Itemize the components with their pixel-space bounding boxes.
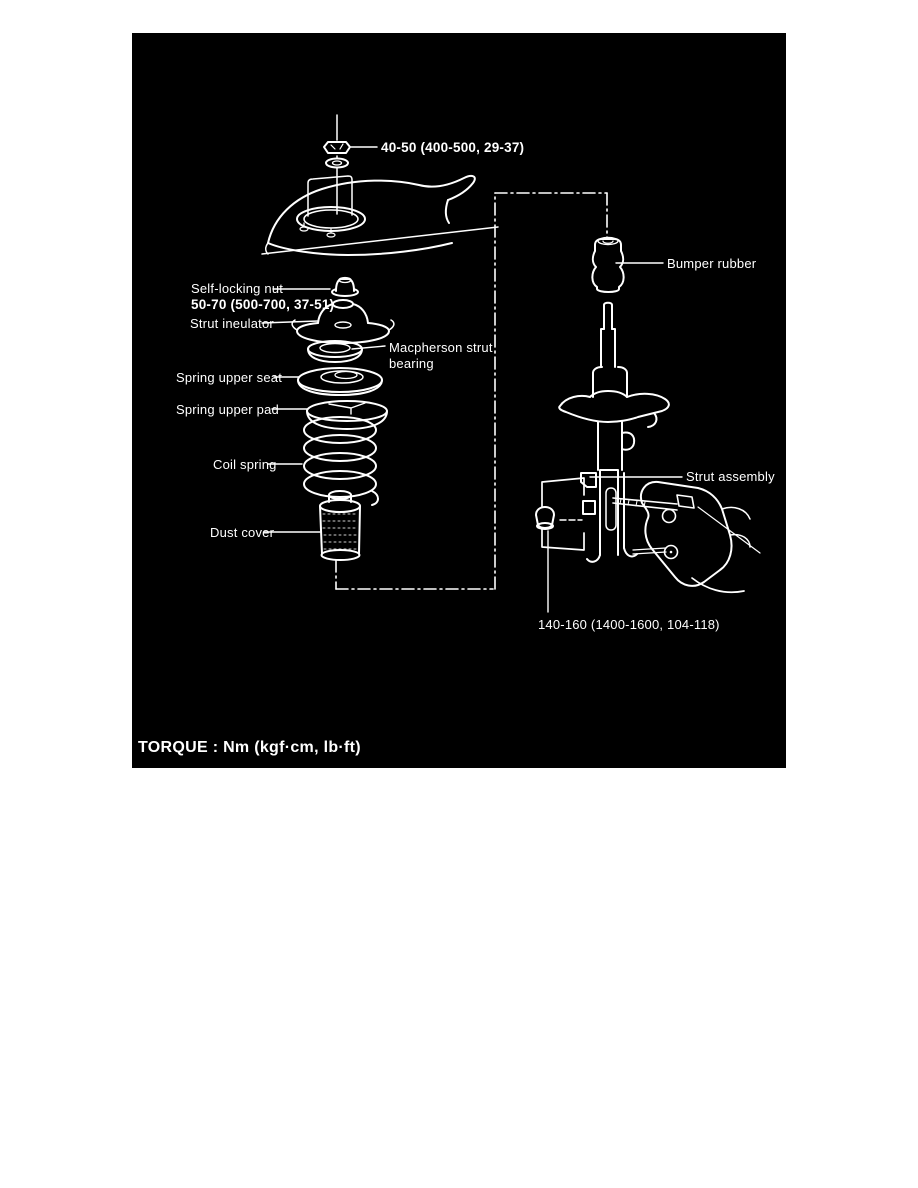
through-bolt-icon bbox=[613, 495, 760, 554]
label-self-locking-nut: Self-locking nut bbox=[191, 281, 284, 296]
label-strut-bearing-line1: Macpherson strut bbox=[389, 340, 493, 355]
flange-nut-icon bbox=[536, 507, 554, 612]
steering-knuckle-arm bbox=[641, 482, 750, 592]
strut-bearing-part bbox=[308, 341, 362, 362]
label-spring-upper-seat: Spring upper seat bbox=[176, 370, 283, 385]
label-strut-bearing-line2: bearing bbox=[389, 356, 434, 371]
label-self-locking-nut-torque: 50-70 (500-700, 37-51) bbox=[191, 297, 335, 312]
label-dust-cover: Dust cover bbox=[210, 525, 275, 540]
label-coil-spring: Coil spring bbox=[213, 457, 277, 472]
strut-tower-panel bbox=[262, 176, 498, 255]
spring-upper-seat-part bbox=[298, 368, 382, 395]
bumper-rubber-part bbox=[592, 238, 623, 293]
strut-assembly-part bbox=[559, 303, 669, 562]
label-spring-upper-pad: Spring upper pad bbox=[176, 402, 279, 417]
torque-units-note: TORQUE : Nm (kgf·cm, lb·ft) bbox=[138, 739, 361, 756]
dashed-connector bbox=[336, 193, 607, 589]
top-mount-washer-icon bbox=[326, 159, 348, 168]
label-strut-insulator: Strut ineulator bbox=[190, 316, 274, 331]
label-top-nut-torque: 40-50 (400-500, 29-37) bbox=[381, 140, 525, 155]
strut-exploded-diagram bbox=[132, 33, 786, 768]
spring-upper-pad-part bbox=[307, 401, 387, 429]
dust-cover-part bbox=[320, 491, 360, 560]
self-locking-nut-part bbox=[332, 278, 358, 297]
label-bumper-rubber: Bumper rubber bbox=[667, 256, 757, 271]
top-mount-nut-icon bbox=[324, 142, 350, 153]
label-knuckle-bolt-torque: 140-160 (1400-1600, 104-118) bbox=[538, 617, 720, 632]
label-strut-assembly: Strut assembly bbox=[686, 469, 775, 484]
